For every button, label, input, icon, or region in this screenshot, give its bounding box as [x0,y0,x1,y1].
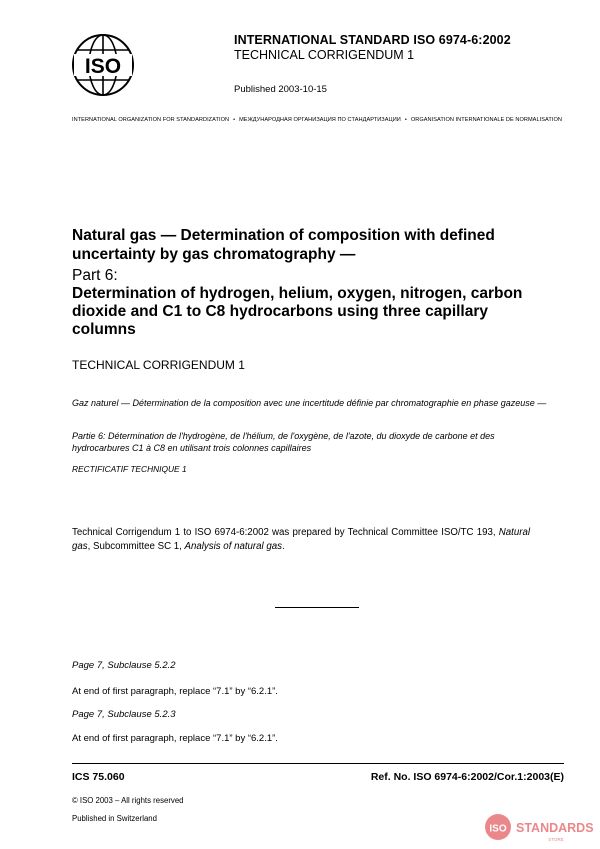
watermark-text: STANDARDS [516,821,594,835]
intro-subcommittee-name: Analysis of natural gas [184,541,283,552]
document-title: Natural gas — Determination of composition with defined uncertainty by gas chromatography — [72,227,495,263]
footer-divider [72,763,564,764]
correction-text: At end of first paragraph, replace “7.1” by “6.2.1”. [72,733,278,744]
separator-bullet: • [233,117,236,123]
reference-number: Ref. No. ISO 6974-6:2002/Cor.1:2003(E) [370,771,564,783]
french-corrigendum-label: RECTIFICATIF TECHNIQUE 1 [72,464,187,474]
standard-title: INTERNATIONAL STANDARD ISO 6974-6:2002 [234,33,511,47]
correction-heading: Page 7, Subclause 5.2.3 [72,709,176,720]
separator-bullet: • [404,117,407,123]
published-date: Published 2003-10-15 [234,84,327,95]
intro-paragraph [72,526,530,554]
watermark-sub-text: STORE [548,837,564,842]
correction-text: At end of first paragraph, replace “7.1” by “6.2.1”. [72,686,278,697]
org-name-en: INTERNATIONAL ORGANIZATION FOR STANDARDIZATION [72,117,230,123]
intro-text: Technical Corrigendum 1 to ISO 6974-6:2002 was prepared by Technical Committee ISO/TC 193, [72,527,499,538]
standards-store-watermark [484,813,596,843]
org-name-ru: МЕЖДУНАРОДНАЯ ОРГАНИЗАЦИЯ ПО СТАНДАРТИЗАЦИИ [239,117,401,123]
french-title: Gaz naturel — Détermination de la composition avec une incertitude définie par chromatographie en phase gazeuse — [72,398,547,408]
french-part-title: Partie 6: Détermination de l'hydrogène, de l'hélium, de l'oxygène, de l'azote, du dioxyde de carbone et des hydrocarbures C1 à C8 en utilisant trois colonnes capillaires [72,431,495,453]
watermark-logo-text: ISO [489,823,507,835]
iso-logo [71,33,135,97]
correction-heading: Page 7, Subclause 5.2.2 [72,660,176,671]
intro-committee-name: Natural gas [72,527,530,552]
published-in: Published in Switzerland [72,814,157,823]
iso-logo-text: ISO [84,55,122,78]
ics-code: ICS 75.060 [72,771,125,783]
organization-names [72,117,562,123]
part-title: Determination of hydrogen, helium, oxygen, nitrogen, carbon dioxide and C1 to C8 hydrocarbons using three capillary columns [72,285,523,338]
section-divider [275,607,359,608]
copyright-notice: © ISO 2003 – All rights reserved [72,796,184,805]
intro-text: . [282,541,285,552]
corrigendum-label: TECHNICAL CORRIGENDUM 1 [234,48,415,62]
technical-corrigendum-label: TECHNICAL CORRIGENDUM 1 [72,358,245,372]
part-label: Part 6: [72,267,118,284]
org-name-fr: ORGANISATION INTERNATIONALE DE NORMALISATION [410,117,562,123]
intro-text: , Subcommittee SC 1, [87,541,185,552]
